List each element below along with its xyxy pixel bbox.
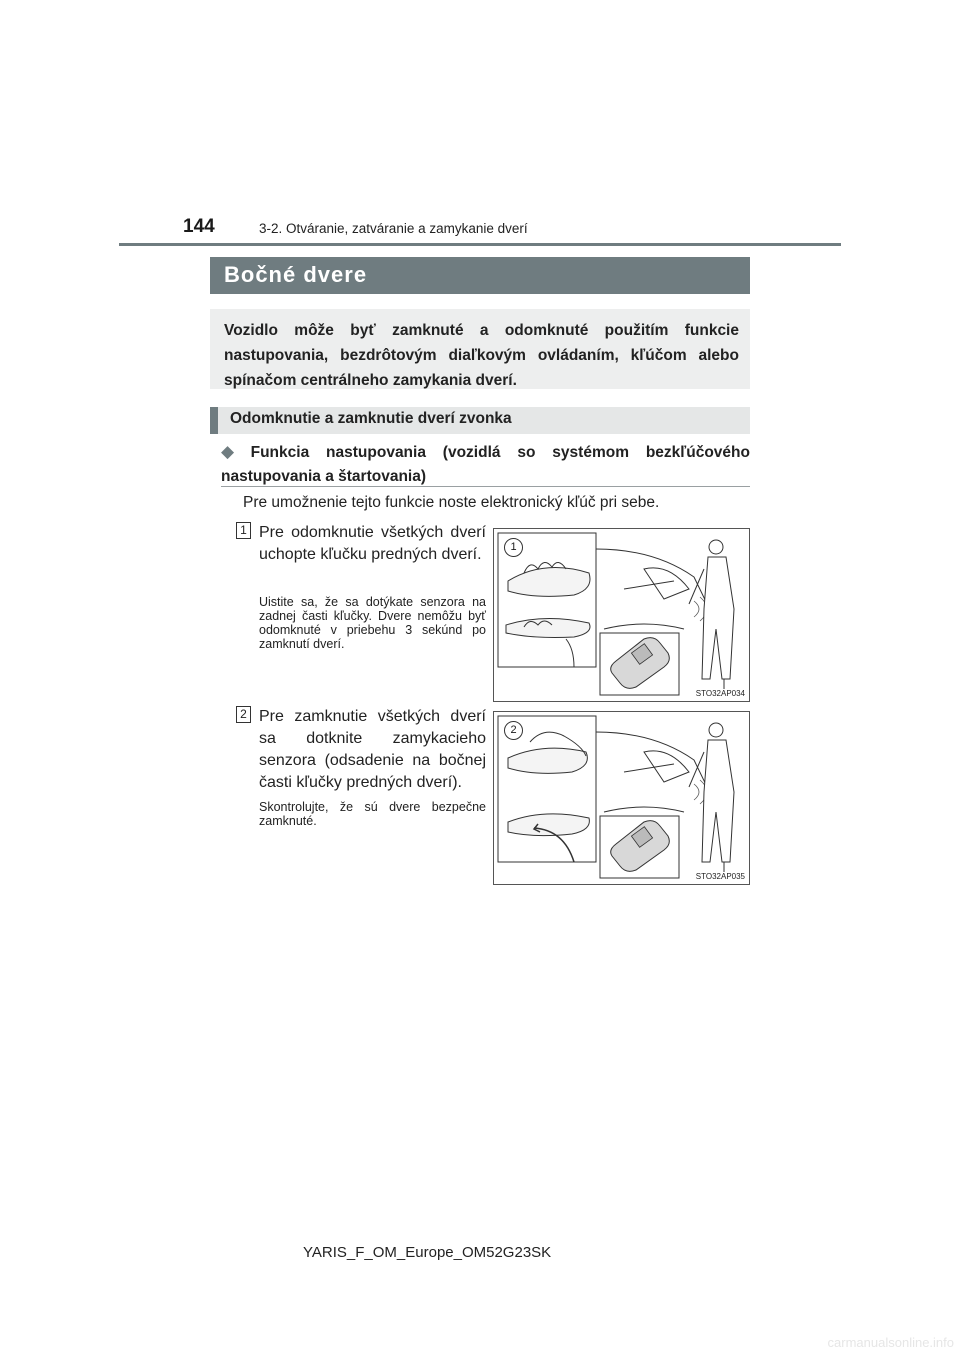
figure-badge-2: 2: [504, 721, 523, 740]
figure-code-2: STO32AP035: [695, 872, 745, 881]
unlock-illustration: [494, 529, 749, 701]
watermark: carmanualsonline.info: [827, 1335, 954, 1350]
lock-illustration: [494, 712, 749, 884]
feature-divider: [221, 486, 750, 487]
subsection-title: Odomknutie a zamknutie dverí zvonka: [210, 407, 750, 434]
step-note-2: Skontrolujte, že sú dvere bezpečne zamknuté.: [259, 800, 486, 828]
page-number: 144: [183, 216, 215, 237]
step-number-2: 2: [236, 706, 251, 723]
feature-intro: Pre umožnenie tejto funkcie noste elektronický kľúč pri sebe.: [243, 494, 660, 511]
section-title: Bočné dvere: [210, 257, 750, 294]
step-note-1: Uistite sa, že sa dotýkate senzora na zadnej časti kľučky. Dvere nemôžu byť odomknuté v priebehu 3 sekúnd po zamknutí dverí.: [259, 595, 486, 651]
chapter-title: 3-2. Otváranie, zatváranie a zamykanie dverí: [259, 221, 528, 236]
figure-unlock: [493, 528, 750, 702]
step-text-1: Pre odomknutie všetkých dverí uchopte kľučku predných dverí.: [259, 524, 486, 563]
step-number-1: 1: [236, 522, 251, 539]
figure-lock: [493, 711, 750, 885]
figure-code-1: STO32AP034: [695, 689, 745, 698]
header-divider: [119, 243, 841, 246]
feature-heading-text: Funkcia nastupovania (vozidlá so systémom bezkľúčového nastupovania a štartovania): [221, 444, 750, 485]
step-text-2: Pre zamknutie všetkých dverí sa dotknite zamykacieho senzora (odsadenie na bočnej časti kľučky predných dverí).: [259, 708, 486, 791]
diamond-icon: ◆: [221, 442, 247, 461]
figure-badge-1: 1: [504, 538, 523, 557]
section-intro: Vozidlo môže byť zamknuté a odomknuté použitím funkcie nastupovania, bezdrôtovým diaľkovým ovládaním, kľúčom alebo spínačom centrálneho zamykania dverí.: [210, 309, 750, 389]
footer-doc-id: YARIS_F_OM_Europe_OM52G23SK: [303, 1244, 552, 1261]
feature-heading: [221, 440, 750, 489]
